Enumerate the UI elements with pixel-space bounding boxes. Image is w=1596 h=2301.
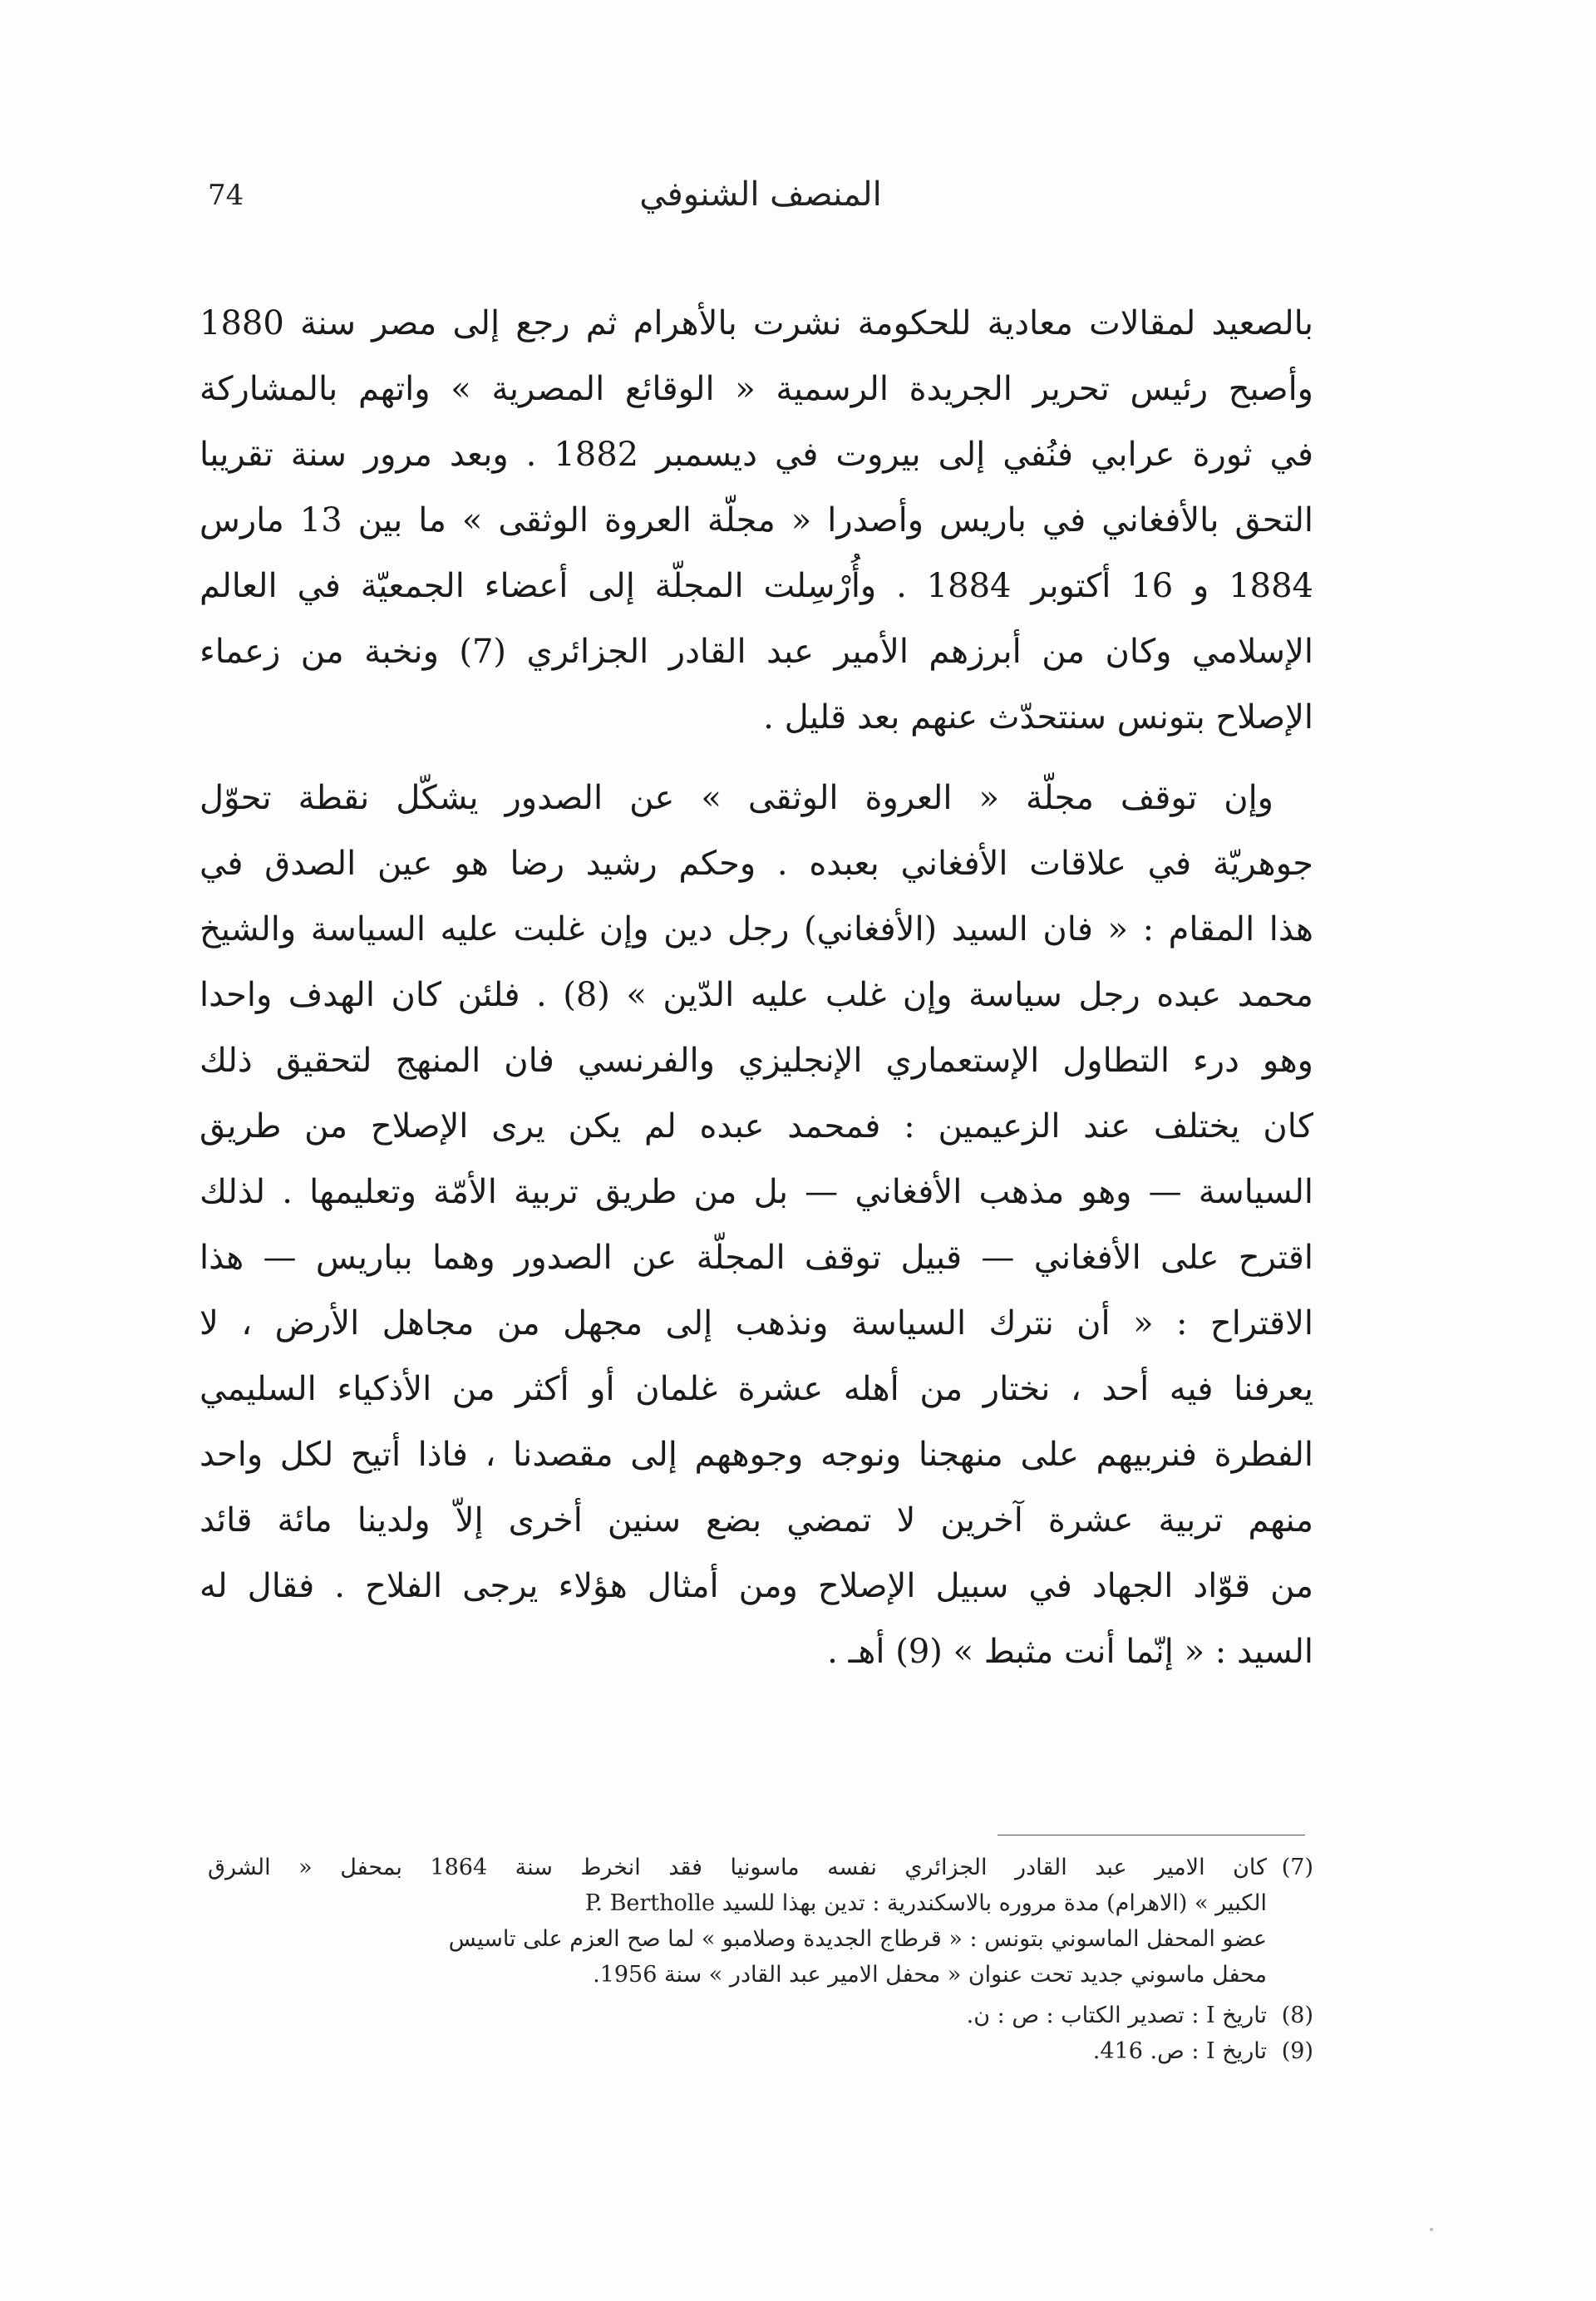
text-line: اقترح على الأفغاني — قبيل توقف المجلّة عن الصدور وهما بباريس — هذا (200, 1239, 1313, 1277)
footnote-number: (7) (1281, 1855, 1313, 1880)
text-line: السياسة — وهو مذهب الأفغاني — بل من طريق تربية الأمّة وتعليمها . لذلك (200, 1173, 1313, 1211)
text-line: الفطرة فنربيهم على منهجنا ونوجه وجوههم إلى مقصدنا ، فاذا أتيح لكل واحد (200, 1436, 1313, 1474)
footnotes (208, 1850, 1313, 2069)
paragraph-2 (200, 766, 1313, 1685)
footnote-line (208, 1850, 1313, 1885)
text-line: وأصبح رئيس تحرير الجريدة الرسمية « الوقائع المصرية » واتهم بالمشاركة (200, 370, 1313, 408)
text-line: وهو درء التطاول الإستعماري الإنجليزي والفرنسي فان المنهج لتحقيق ذلك (200, 1042, 1313, 1080)
footnote-line: محفل ماسوني جديد تحت عنوان « محفل الامير عبد القادر » سنة 1956. (593, 1962, 1267, 1988)
text-line: بالصعيد لمقالات معادية للحكومة نشرت بالأهرام ثم رجع إلى مصر سنة 1880 (200, 304, 1313, 342)
footnote-line: الكبير » (الاهرام) مدة مروره بالاسكندرية : تدين بهذا للسيد P. Bertholle (584, 1890, 1267, 1916)
paragraph-gap (200, 751, 1313, 766)
text-line: في ثورة عرابي فنُفي إلى بيروت في ديسمبر 1882 . وبعد مرور سنة تقريبا (200, 436, 1313, 474)
footnote-text: تاريخ I : ص. 416. (1092, 2038, 1267, 2064)
text-line: وإن توقف مجلّة « العروة الوثقى » عن الصدور يشكّل نقطة تحوّل (200, 779, 1273, 817)
page-number: 74 (208, 179, 244, 212)
running-header (208, 170, 1313, 229)
paper-speck (1430, 2228, 1433, 2231)
footnote-line: عضو المحفل الماسوني بتونس : « قرطاج الجديدة وصلامبو » لما صح العزم على تاسيس (448, 1926, 1267, 1952)
footnote-7 (208, 1850, 1313, 1993)
text-line: الاقتراح : « أن نترك السياسة ونذهب إلى مجهل من مجاهل الأرض ، لا (200, 1304, 1313, 1343)
text-line: الإسلامي وكان من أبرزهم الأمير عبد القادر الجزائري (7) ونخبة من زعماء (200, 633, 1313, 671)
footnote-number: (8) (1281, 2003, 1313, 2028)
text-line: 1884 و 16 أكتوبر 1884 . وأُرْسِلت المجلّة إلى أعضاء الجمعيّة في العالم (200, 567, 1313, 605)
text-line: الإصلاح بتونس سنتحدّث عنهم بعد قليل . (763, 698, 1313, 737)
text-line: من قوّاد الجهاد في سبيل الإصلاح ومن أمثال هؤلاء يرجى الفلاح . فقال له (200, 1567, 1313, 1605)
footnote-8 (208, 1998, 1313, 2033)
paragraph-1 (200, 291, 1313, 751)
footnote-number: (9) (1281, 2038, 1313, 2064)
text-line: السيد : « إنّما أنت مثبط » (9) أهـ . (827, 1633, 1313, 1671)
text-line: جوهريّة في علاقات الأفغاني بعبده . وحكم رشيد رضا هو عين الصدق في (200, 845, 1313, 883)
footnote-text: كان الامير عبد القادر الجزائري نفسه ماسونيا فقد انخرط سنة 1864 بمحفل « الشرق (208, 1855, 1268, 1880)
running-title: المنصف الشنوفي (639, 175, 882, 214)
text-line: التحق بالأفغاني في باريس وأصدرا « مجلّة العروة الوثقى » ما بين 13 مارس (200, 501, 1313, 540)
text-line: هذا المقام : « فان السيد (الأفغاني) رجل دين وإن غلبت عليه السياسة والشيخ (200, 910, 1313, 948)
footnote-text: تاريخ I : تصدير الكتاب : ص : ن. (966, 2003, 1267, 2028)
text-line: يعرفنا فيه أحد ، نختار من أهله عشرة غلمان أو أكثر من الأذكياء السليمي (200, 1370, 1313, 1408)
footnote-9 (208, 2033, 1313, 2069)
main-text (200, 291, 1313, 1685)
text-line: محمد عبده رجل سياسة وإن غلب عليه الدّين » (8) . فلئن كان الهدف واحدا (200, 976, 1313, 1014)
text-line: كان يختلف عند الزعيمين : فمحمد عبده لم يكن يرى الإصلاح من طريق (200, 1107, 1313, 1146)
text-line: منهم تربية عشرة آخرين لا تمضي بضع سنين أخرى إلاّ ولدينا مائة قائد (200, 1501, 1313, 1540)
